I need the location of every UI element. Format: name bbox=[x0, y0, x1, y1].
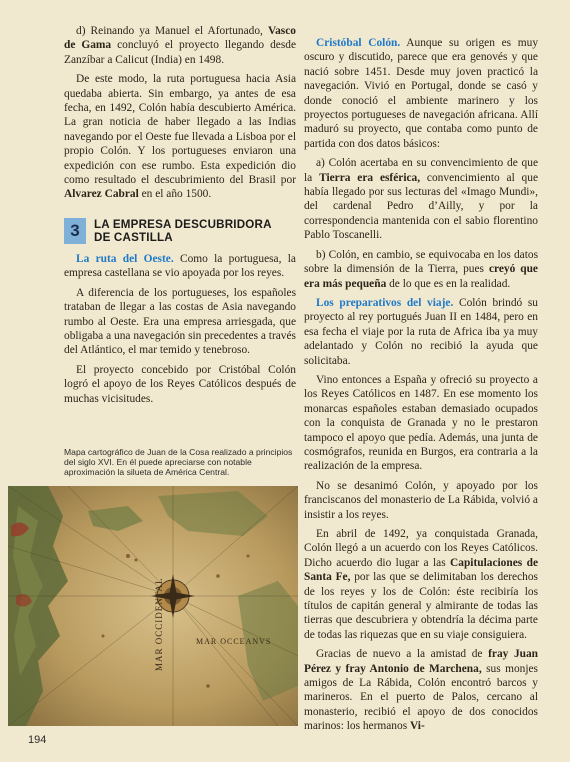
section-number: 3 bbox=[64, 218, 86, 244]
paragraph-dato-b: b) Colón, en cambio, se equivocaba en los datos sobre la dimensión de la Tierra, pues creyó que era más pequeña de lo que es en la realidad. bbox=[304, 248, 538, 290]
paragraph-fray-juan-perez: Gracias de nuevo a la amistad de fray Juan Pérez y fray Antonio de Marchena, sus monjes amigos de La Rábida, Colón encontró barcos y marineros. En el puerto de Palos, cercano al monasterio, recibió el apoyo de dos conocidos marinos: los hermanos Vi- bbox=[304, 648, 539, 733]
map-label-horizontal: MAR OCCEANVS bbox=[196, 637, 272, 646]
paragraph-capitulaciones: En abril de 1492, ya conquistada Granada, Colón llegó a un acuerdo con los Reyes Católicos. Dicho acuerdo dio lugar a las Capitulaciones de Santa Fe, por las que se delimitaban los derechos de los reyes y los de Colón: éste recibiría los títulos de capitán general y almirante de todas las tierras que descubriera y obtendría la décima parte de todas las riquezas que en su viaje consiguiera. bbox=[304, 528, 539, 641]
map-illustration bbox=[8, 486, 298, 726]
paragraph-cristobal-colon: Cristóbal Colón. Aunque su origen es muy oscuro y discutido, parece que era genovés y que nació sobre 1451. Desde muy joven practicó la navegación. Vivió en Portugal, donde se casó y donde conoció el ambiente marinero y los proyectos portugueses de navegación africana. Allí maduró su proyecto, que contaba como punto de partida con dos datos básicos: bbox=[304, 37, 539, 150]
section-heading bbox=[64, 218, 296, 244]
paragraph-preparativos: Los preparativos del viaje. Colón brindó su proyecto al rey portugués Juan II en 1484, pero en esa fecha el viaje por la ruta de Africa iba ya muy adelantado y Colón no recibió la ayuda que solicitaba. bbox=[304, 296, 538, 367]
paragraph-dato-a: a) Colón acertaba en su convencimiento de que la Tierra era esférica, convencimiento al que había llegado por sus lecturas del «Imago Mundi», del cardenal Pedro d’Ailly, y por la correspondencia mantenida con el sabio florentino Pablo Toscanelli. bbox=[304, 157, 539, 242]
paragraph-proyecto: El proyecto concebido por Cristóbal Colón logró el apoyo de los Reyes Católicos después de muchas vicisitudes. bbox=[64, 363, 296, 405]
map-label-vertical: MAR OCCIDENTAL bbox=[154, 577, 164, 671]
section-title: LA EMPRESA DESCUBRIDORA DE CASTILLA bbox=[94, 217, 272, 244]
map-caption: Mapa cartográfico de Juan de la Cosa realizado a principios del siglo XVI. En él puede apreciarse con notable aproximación la silueta de América Central. bbox=[64, 447, 293, 477]
paragraph-ruta-portuguesa: De este modo, la ruta portuguesa hacia Asia quedaba abierta. Sin embargo, ya antes de esa fecha, en 1492, Colón había descubierto América. La gran noticia de haber llegado a las Indias navegando por el Oeste fue llevada a Lisboa por el propio Colón. Y los portugueses enviaron una expedición con ese rumbo. Esta expedición dio como resultado el descubrimiento del Brasil por Alvarez Cabral en el año 1500. bbox=[64, 73, 296, 201]
paragraph-reyes-catolicos: Vino entonces a España y ofreció su proyecto a los Reyes Católicos en 1487. En ese momento los monarcas españoles estaban demasiado ocupados con la conquista de Granada y no le prestaron tampoco el apoyo que pedía. Además, una junta de cosmógrafos, reunida en Burgos, era contraria a la realización de la empresa. bbox=[304, 373, 538, 473]
paragraph-diferencia: A diferencia de los portugueses, los españoles trataban de llegar a las costas de Asia navegando rumbo al Oeste. Era una empresa arriesgada, que obligaba a una navegación sin precedentes a través del Atlántico, el mar temido y tenebroso. bbox=[64, 286, 296, 357]
left-column bbox=[64, 24, 296, 411]
paragraph-la-rabida: No se desanimó Colón, y apoyado por los franciscanos del monasterio de La Rábida, volvió a insistir a los reyes. bbox=[304, 479, 538, 521]
juan-de-la-cosa-map-image bbox=[8, 486, 298, 726]
paragraph-vasco-de-gama: d) Reinando ya Manuel el Afortunado, Vasco de Gama concluyó el proyecto llegando desde Zanzíbar a Calicut (India) en 1498. bbox=[64, 25, 297, 66]
paragraph-ruta-del-oeste: La ruta del Oeste. Como la portuguesa, la empresa castellana se vio apoyada por los reyes. bbox=[64, 252, 296, 280]
right-column bbox=[304, 36, 538, 739]
page-number: 194 bbox=[28, 734, 47, 746]
